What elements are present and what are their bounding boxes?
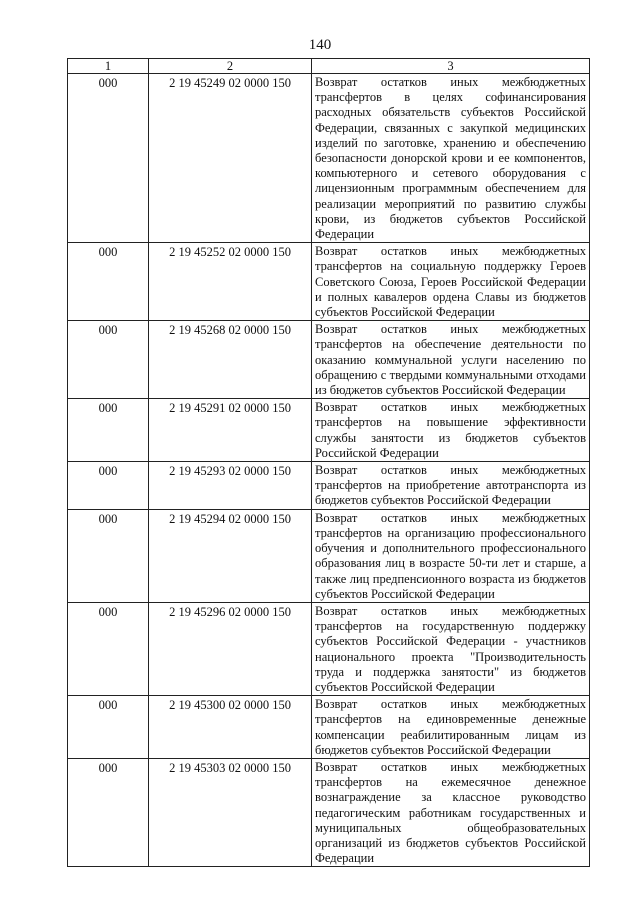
column-header-1: 1 <box>68 59 149 74</box>
admin-code-cell: 000 <box>68 462 149 510</box>
budget-code-cell: 2 19 45303 02 0000 150 <box>149 758 312 866</box>
table-row <box>68 243 590 321</box>
header-row <box>68 59 590 74</box>
description-cell: Возврат остатков иных межбюджетных трансфертов на государственную поддержку субъектов Российской Федерации - участников национального проекта "Производительность труда и поддержка занятости" из бюджетов субъектов Российской Федерации <box>312 602 590 695</box>
admin-code-cell: 000 <box>68 399 149 462</box>
budget-code-cell: 2 19 45296 02 0000 150 <box>149 602 312 695</box>
table-row <box>68 399 590 462</box>
admin-code-cell: 000 <box>68 74 149 243</box>
description-cell: Возврат остатков иных межбюджетных трансфертов на повышение эффективности службы занятости из бюджетов субъектов Российской Федерации <box>312 399 590 462</box>
admin-code-cell: 000 <box>68 758 149 866</box>
table-row <box>68 74 590 243</box>
description-cell: Возврат остатков иных межбюджетных трансфертов на ежемесячное денежное вознаграждение за классное руководство педагогическим работникам государственных и муниципальных общеобразовательных организаций из бюджетов субъектов Российской Федерации <box>312 758 590 866</box>
table-row <box>68 602 590 695</box>
table-row <box>68 696 590 759</box>
budget-code-cell: 2 19 45249 02 0000 150 <box>149 74 312 243</box>
table-row <box>68 321 590 399</box>
budget-code-cell: 2 19 45252 02 0000 150 <box>149 243 312 321</box>
table-header <box>68 59 590 74</box>
description-cell: Возврат остатков иных межбюджетных трансфертов на единовременные денежные компенсации реабилитированным лицам из бюджетов субъектов Российской Федерации <box>312 696 590 759</box>
budget-code-cell: 2 19 45294 02 0000 150 <box>149 509 312 602</box>
table-row <box>68 462 590 510</box>
description-cell: Возврат остатков иных межбюджетных трансфертов на организацию профессионального обучения и дополнительного профессионального образования лиц в возрасте 50-ти лет и старше, а также лиц предпенсионного возраста из бюджетов субъектов Российской Федерации <box>312 509 590 602</box>
table-row <box>68 509 590 602</box>
admin-code-cell: 000 <box>68 696 149 759</box>
column-header-2: 2 <box>149 59 312 74</box>
budget-code-cell: 2 19 45300 02 0000 150 <box>149 696 312 759</box>
column-header-3: 3 <box>312 59 590 74</box>
table-body <box>68 74 590 867</box>
budget-code-cell: 2 19 45268 02 0000 150 <box>149 321 312 399</box>
admin-code-cell: 000 <box>68 509 149 602</box>
description-cell: Возврат остатков иных межбюджетных трансфертов на обеспечение деятельности по оказанию коммунальной услуги населению по обращению с твердыми коммунальными отходами из бюджетов субъектов Российской Федерации <box>312 321 590 399</box>
description-cell: Возврат остатков иных межбюджетных трансфертов в целях софинансирования расходных обязательств субъектов Российской Федерации, связанных с закупкой медицинских изделий по заготовке, хранению и обеспечению безопасности донорской крови и ее компонентов, компьютерного и сетевого оборудования с лицензионным программным обеспечением для реализации мероприятий по развитию службы крови, из бюджетов субъектов Российской Федерации <box>312 74 590 243</box>
table-row <box>68 758 590 866</box>
admin-code-cell: 000 <box>68 321 149 399</box>
admin-code-cell: 000 <box>68 243 149 321</box>
budget-codes-table <box>67 58 590 867</box>
budget-code-cell: 2 19 45291 02 0000 150 <box>149 399 312 462</box>
page-number: 140 <box>308 37 332 53</box>
description-cell: Возврат остатков иных межбюджетных трансфертов на приобретение автотранспорта из бюджетов субъектов Российской Федерации <box>312 462 590 510</box>
admin-code-cell: 000 <box>68 602 149 695</box>
budget-code-cell: 2 19 45293 02 0000 150 <box>149 462 312 510</box>
description-cell: Возврат остатков иных межбюджетных трансфертов на социальную поддержку Героев Советского Союза, Героев Российской Федерации и полных кавалеров ордена Славы из бюджетов субъектов Российской Федерации <box>312 243 590 321</box>
